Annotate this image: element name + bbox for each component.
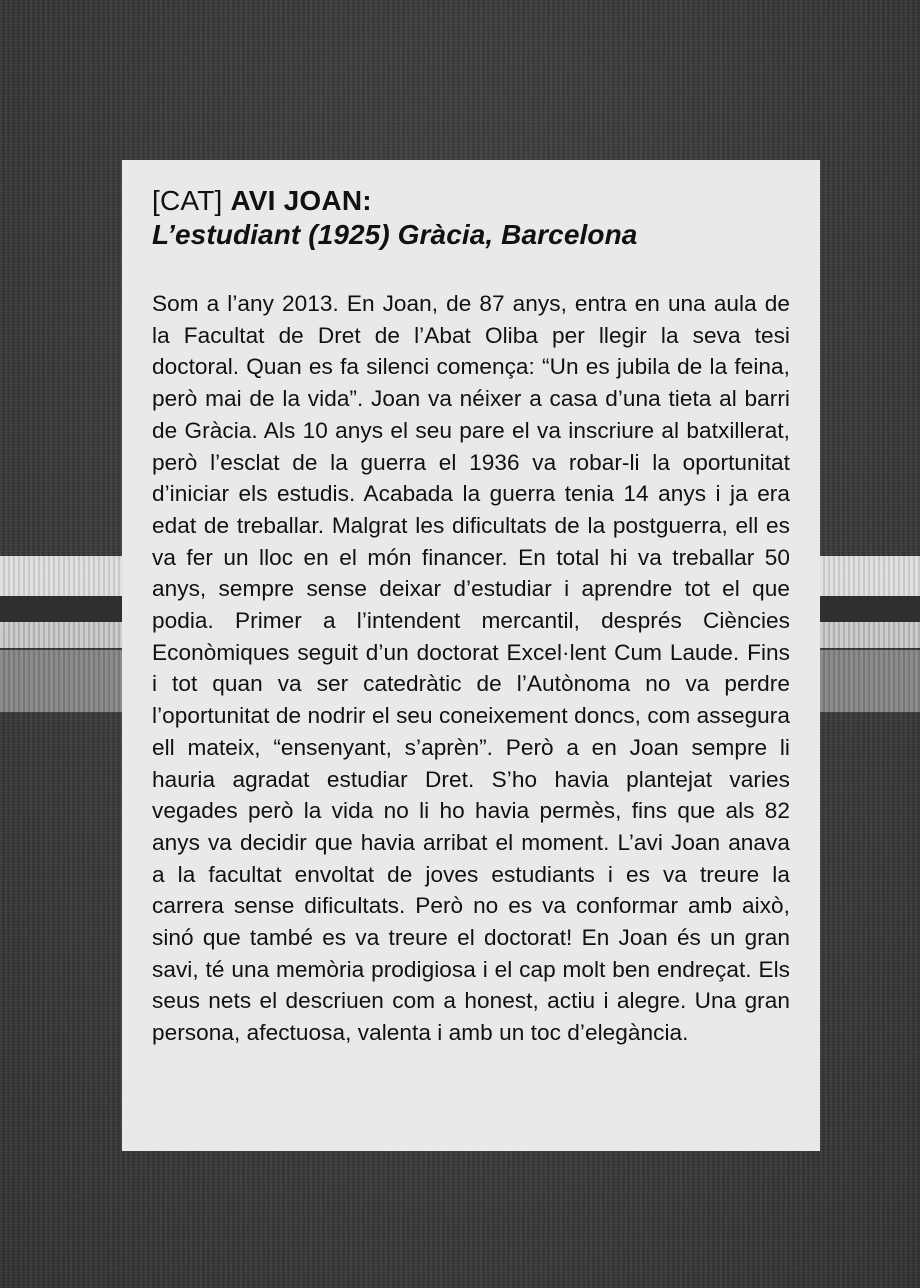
language-tag: [CAT] xyxy=(152,185,223,216)
story-subtitle: L’estudiant (1925) Gràcia, Barcelona xyxy=(152,219,638,250)
story-name: AVI JOAN: xyxy=(230,185,372,216)
story-body: Som a l’any 2013. En Joan, de 87 anys, entra en una aula de la Facultat de Dret de l’Abat Oliba per llegir la seva tesi doctoral. Quan es fa silenci comença: “Un es jubila de la feina, però mai de la vida”. Joan va néixer a casa d’una tieta al barri de Gràcia. Als 10 anys el seu pare el va inscriure al batxillerat, però l’esclat de la guerra el 1936 va robar-li la oportunitat d’iniciar els estudis. Acabada la guerra tenia 14 anys i ja era edat de treballar. Malgrat les dificultats de la postguerra, ell es va fer un lloc en el món financer. En total hi va treballar 50 anys, sempre sense deixar d’estudiar i aprendre tot el que podia. Primer a l’intendent mercantil, després Ciències Econòmiques seguit d’un doctorat Excel·lent Cum Laude. Fins i tot quan va ser catedràtic de l’Autònoma no va perdre l’oportunitat de nodrir el seu coneixement doncs, com assegura ell mateix, “ensenyant, s’aprèn”. Però a en Joan sempre li hauria agradat estudiar Dret. S’ho havia plantejat varies vegades però la vida no li ho havia permès, fins que als 82 anys va decidir que havia arribat el moment. L’avi Joan anava a la facultat envoltat de joves estudiants i es va treure la carrera sense dificultats. Però no es va conformar amb això, sinó que també es va treure el doctorat! En Joan és un gran savi, té una memòria prodigiosa i el cap molt ben endreçat. Els seus nets el descriuen com a honest, actiu i alegre. Una gran persona, afectuosa, valenta i amb un toc d’elegància. xyxy=(152,291,790,1046)
story-heading xyxy=(152,184,790,218)
story-card xyxy=(122,160,820,1151)
